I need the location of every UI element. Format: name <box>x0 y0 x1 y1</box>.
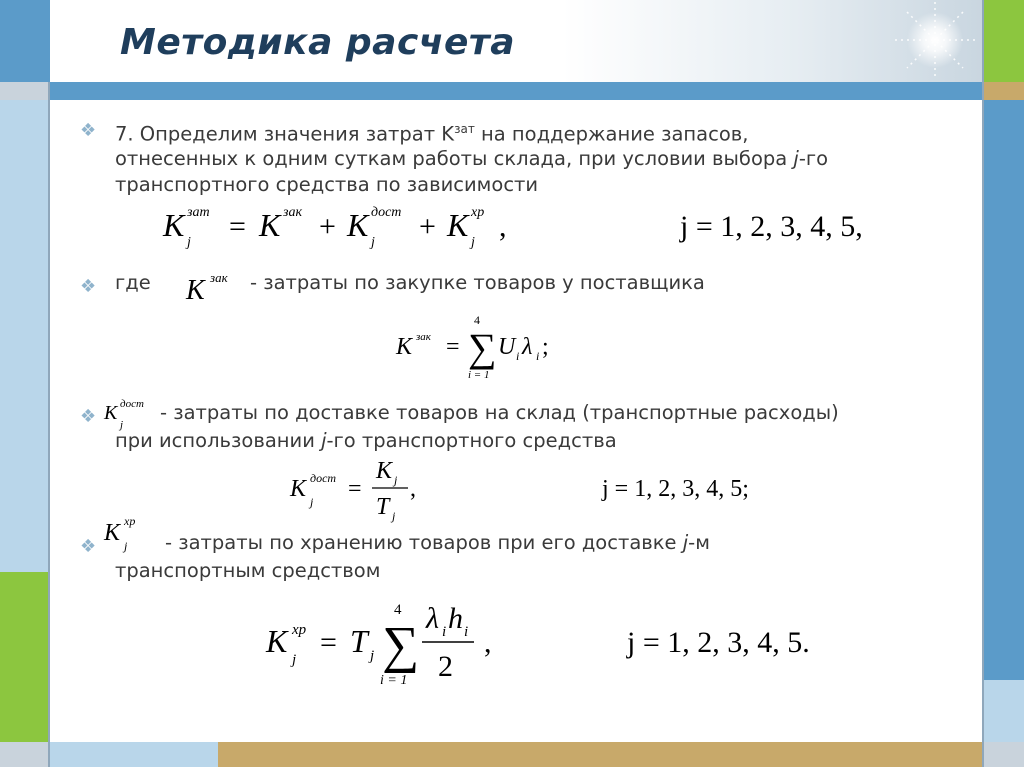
svg-text:j: j <box>370 648 375 664</box>
frame-block-gray-bottom-right <box>984 742 1024 767</box>
svg-text:j = 1, 2, 3, 4, 5,: j = 1, 2, 3, 4, 5, <box>680 210 863 243</box>
sparkle-icon <box>880 0 990 82</box>
slide-title: Методика расчета <box>120 22 516 63</box>
svg-text:λ: λ <box>426 602 439 635</box>
svg-text:i: i <box>442 624 447 640</box>
svg-text:i: i <box>536 349 540 363</box>
svg-text:,: , <box>499 210 507 243</box>
paragraph-1-line-1: 7. Определим значения затрат $K^{зат}$ на поддержание запасов, <box>115 122 749 146</box>
frame-block-green-top-right <box>984 0 1024 82</box>
paragraph-4-line-2: транспортным средством <box>115 559 381 582</box>
svg-text:j: j <box>371 235 375 250</box>
symbol-k-zak <box>180 266 250 306</box>
svg-text:j: j <box>471 235 475 250</box>
svg-text:T: T <box>376 494 390 520</box>
formula-purchase-cost <box>390 310 570 382</box>
frame-band-bottom <box>50 742 982 767</box>
frame-band-top <box>50 82 982 100</box>
svg-text:h: h <box>448 602 463 635</box>
paragraph-3-line-2: при использовании j-го транспортного средства <box>115 429 617 452</box>
frame-block-tan-right <box>984 82 1024 100</box>
bullet-icon: ❖ <box>80 406 97 427</box>
paragraph-2-text: - затраты по закупке товаров у поставщика <box>250 271 705 294</box>
paragraph-1-line-2: отнесенных к одним суткам работы склада, при условии выбора j-го <box>115 147 829 170</box>
bullet-icon: ❖ <box>80 276 97 297</box>
paragraph-3-line-1: - затраты по доставке товаров на склад (транспортные расходы) <box>160 401 839 424</box>
frame-line-left <box>48 82 50 767</box>
svg-text:i: i <box>516 349 520 363</box>
svg-text:∑: ∑ <box>468 325 497 370</box>
svg-text:+: + <box>419 210 436 243</box>
symbol-k-xp <box>100 510 162 556</box>
paragraph-1-line-3: транспортного средства по зависимости <box>115 173 539 196</box>
svg-text:зак: зак <box>283 205 303 220</box>
svg-text:i: i <box>464 624 469 640</box>
svg-text:+: + <box>319 210 336 243</box>
svg-text:j: j <box>310 495 314 509</box>
svg-text:i = 1: i = 1 <box>380 673 408 688</box>
svg-text:λ: λ <box>522 334 533 360</box>
svg-text:=: = <box>446 334 460 360</box>
frame-block-lightblue-left <box>0 100 50 572</box>
frame-block-green-bottom-left <box>0 572 50 742</box>
svg-text:j: j <box>292 652 297 668</box>
svg-text:2: 2 <box>438 650 453 683</box>
paragraph-4-line-1: - затраты по хранению товаров при его доставке j-м <box>165 531 710 554</box>
svg-text:дост: дост <box>371 205 402 220</box>
frame-line-right <box>982 0 984 767</box>
svg-text:дост: дост <box>310 471 337 485</box>
svg-text:K: K <box>186 275 205 306</box>
svg-text:дост: дост <box>120 398 144 410</box>
frame-block-gray-bottom-left <box>0 742 50 767</box>
svg-text:,: , <box>484 626 492 659</box>
formula-total-cost <box>155 200 875 252</box>
svg-text:K: K <box>259 207 281 243</box>
svg-text:K: K <box>104 520 121 546</box>
svg-text:K: K <box>347 207 369 243</box>
svg-text:K: K <box>396 334 413 360</box>
svg-text:хр: хр <box>124 514 136 528</box>
frame-block-lightblue-bottom-right <box>984 680 1024 742</box>
svg-text:K: K <box>376 458 393 484</box>
svg-text:K: K <box>104 402 118 424</box>
svg-text:4: 4 <box>474 313 480 327</box>
svg-text:хр: хр <box>471 205 485 220</box>
svg-text:T: T <box>350 623 368 659</box>
svg-text:4: 4 <box>394 602 402 618</box>
bullet-icon: ❖ <box>80 120 97 141</box>
svg-text:=: = <box>229 210 246 243</box>
frame-block-gray-left <box>0 82 50 100</box>
svg-text:∑: ∑ <box>382 617 420 674</box>
svg-text:хр: хр <box>292 622 307 638</box>
frame-block-blue-top-left <box>0 0 50 82</box>
bullet-icon: ❖ <box>80 536 97 557</box>
svg-text:j: j <box>392 509 396 523</box>
svg-text:,: , <box>410 476 416 502</box>
svg-text:=: = <box>320 626 337 659</box>
svg-text:j = 1, 2, 3, 4, 5.: j = 1, 2, 3, 4, 5. <box>627 626 810 659</box>
svg-text:j: j <box>394 473 398 487</box>
frame-block-blue-right <box>984 100 1024 680</box>
formula-delivery-cost <box>284 450 764 530</box>
svg-text:;: ; <box>542 334 549 360</box>
svg-text:зак: зак <box>210 270 228 285</box>
svg-text:U: U <box>498 334 516 360</box>
paragraph-2-label: где <box>115 271 151 294</box>
svg-text:=: = <box>348 476 362 502</box>
svg-text:i = 1: i = 1 <box>468 369 490 381</box>
formula-storage-cost <box>262 596 822 696</box>
svg-text:K: K <box>447 207 469 243</box>
svg-text:зат: зат <box>187 205 210 220</box>
svg-text:K: K <box>163 207 185 243</box>
svg-text:j: j <box>124 539 128 553</box>
svg-text:зак: зак <box>416 331 431 343</box>
svg-text:K: K <box>266 623 288 659</box>
svg-text:j: j <box>187 235 191 250</box>
svg-text:j: j <box>120 419 124 431</box>
svg-text:K: K <box>290 476 307 502</box>
svg-text:j = 1, 2, 3, 4, 5;: j = 1, 2, 3, 4, 5; <box>602 476 749 502</box>
